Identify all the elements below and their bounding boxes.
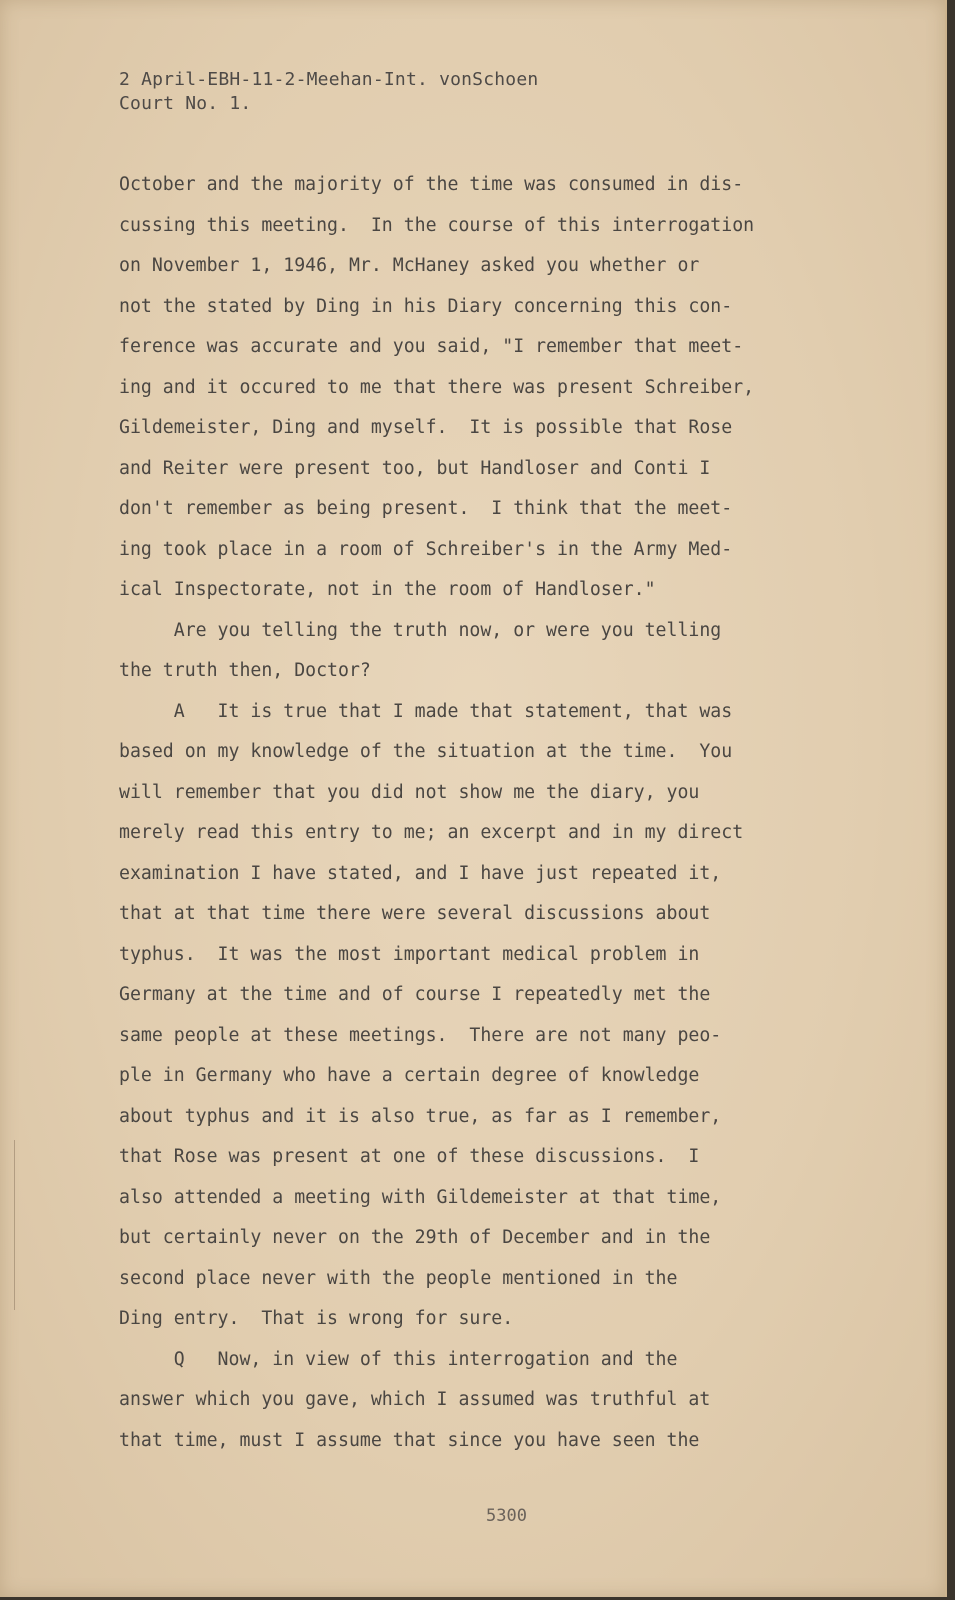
header-reference-line: 2 April-EBH-11-2-Meehan-Int. vonSchoen	[119, 69, 539, 90]
transcript-line: also attended a meeting with Gildemeister at that time,	[119, 1186, 722, 1208]
transcript-line: merely read this entry to me; an excerpt and in my direct	[119, 822, 744, 843]
transcript-line: will remember that you did not show me the diary, you	[119, 781, 700, 803]
transcript-line: Are you telling the truth now, or were you telling	[119, 619, 722, 641]
transcript-line: that time, must I assume that since you have seen the	[119, 1429, 700, 1451]
transcript-line: ical Inspectorate, not in the room of Handloser."	[119, 579, 656, 600]
document-header	[119, 68, 538, 116]
transcript-line: typhus. It was the most important medical problem in	[119, 943, 700, 965]
header-court-line: Court No. 1.	[119, 93, 252, 114]
transcript-line: based on my knowledge of the situation at the time. You	[119, 741, 733, 762]
transcript-line: Gildemeister, Ding and myself. It is possible that Rose	[119, 417, 733, 438]
transcript-line: Germany at the time and of course I repeatedly met the	[119, 984, 711, 1005]
transcript-line: but certainly never on the 29th of December and in the	[119, 1227, 711, 1248]
transcript-line: that at that time there were several discussions about	[119, 903, 711, 924]
page-edge-mark	[14, 1140, 15, 1310]
transcript-line: about typhus and it is also true, as far as I remember,	[119, 1105, 722, 1127]
transcript-line: second place never with the people mentioned in the	[119, 1267, 678, 1289]
transcript-line: answer which you gave, which I assumed was truthful at	[119, 1389, 711, 1410]
transcript-line: ing and it occured to me that there was present Schreiber,	[119, 376, 755, 398]
transcript-line: Ding entry. That is wrong for sure.	[119, 1308, 514, 1329]
transcript-line: on November 1, 1946, Mr. McHaney asked you whether or	[119, 255, 700, 276]
transcript-line: and Reiter were present too, but Handloser and Conti I	[119, 457, 711, 479]
transcript-line: that Rose was present at one of these discussions. I	[119, 1146, 700, 1167]
transcript-line: don't remember as being present. I think that the meet-	[119, 498, 733, 519]
transcript-line: cussing this meeting. In the course of this interrogation	[119, 214, 755, 236]
transcript-line: not the stated by Ding in his Diary concerning this con-	[119, 295, 733, 317]
transcript-line: October and the majority of the time was consumed in dis-	[119, 174, 744, 195]
transcript-line: ing took place in a room of Schreiber's in the Army Med-	[119, 538, 733, 560]
transcript-line: Q Now, in view of this interrogation and the	[119, 1348, 678, 1370]
transcript-line: ference was accurate and you said, "I remember that meet-	[119, 336, 744, 357]
transcript-line: A It is true that I made that statement, that was	[119, 700, 733, 722]
transcript-line: ple in Germany who have a certain degree of knowledge	[119, 1065, 700, 1086]
page-number: 5300	[486, 1506, 527, 1526]
transcript-line: same people at these meetings. There are not many peo-	[119, 1024, 722, 1046]
transcript-body	[119, 165, 839, 1461]
transcript-line: the truth then, Doctor?	[119, 660, 371, 681]
transcript-line: examination I have stated, and I have just repeated it,	[119, 862, 722, 884]
